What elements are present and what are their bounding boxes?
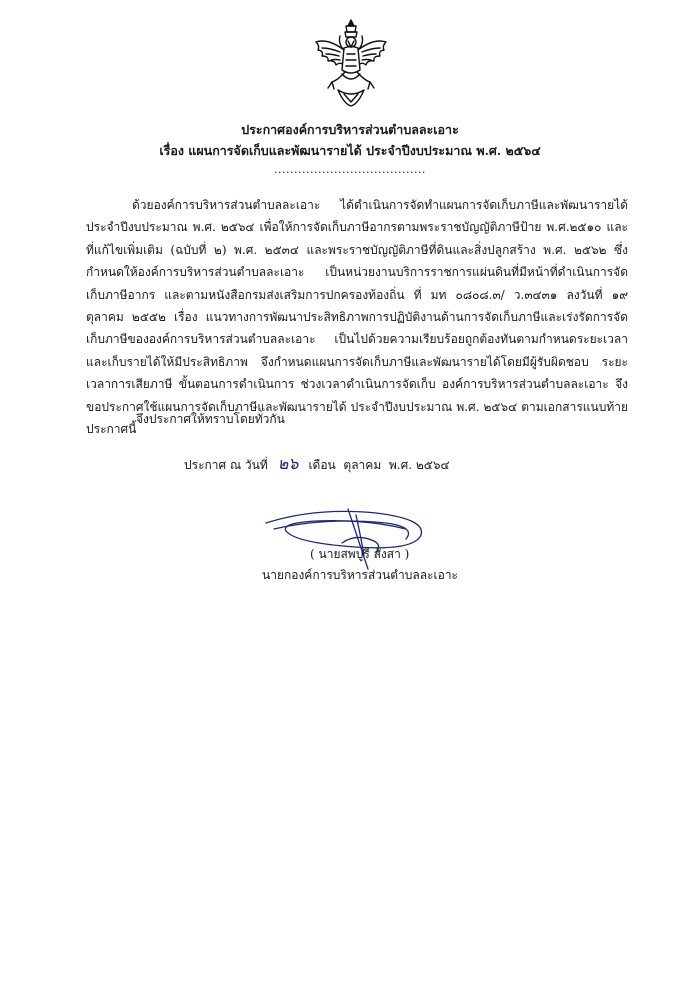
- date-day: ๒๖: [277, 454, 299, 473]
- date-month: ตุลาคม: [343, 458, 382, 472]
- closing-statement: จึงประกาศให้ทราบโดยทั่วกัน: [136, 412, 285, 426]
- title-separator: ......................................: [274, 163, 426, 176]
- signer-name: ( นายสพบูรี สังสา ): [310, 547, 410, 561]
- date-year-label: พ.ศ.: [388, 458, 413, 472]
- announcement-subject: เรื่อง แผนการจัดเก็บและพัฒนารายได้ ประจำปีงบประมาณ พ.ศ. ๒๕๖๔: [159, 143, 541, 158]
- announcement-title: ประกาศองค์การบริหารส่วนตำบลละเอาะ: [241, 122, 459, 137]
- date-prefix: ประกาศ ณ วันที่: [184, 458, 268, 472]
- garuda-emblem-icon: [310, 18, 392, 108]
- date-year: ๒๕๖๔: [415, 458, 450, 472]
- body-paragraph: ด้วยองค์การบริหารส่วนตำบลละเอาะ ได้ดำเนินการจัดทำแผนการจัดเก็บภาษีและพัฒนารายได้ประจำปีงบประมาณ พ.ศ. ๒๕๖๔ เพื่อให้การจัดเก็บภาษีอากรตามพระราชบัญญัติภาษีป้าย พ.ศ.๒๕๑๐ และที่แก้ไขเพิ่มเติม (ฉบับที่ ๒) พ.ศ. ๒๕๓๔ และพระราชบัญญัติภาษีที่ดินและสิ่งปลูกสร้าง พ.ศ. ๒๕๖๒ ซึ่งกำหนดให้องค์การบริหารส่วนตำบลละเอาะ เป็นหน่วยงานบริการราชการแผ่นดินที่มีหน้าที่ดำเนินการจัดเก็บภาษีอากร และตามหนังสือกรมส่งเสริมการปกครองท้องถิ่น ที่ มท ๐๘๐๘.๓/ ว.๓๔๓๑ ลงวันที่ ๑๙ ตุลาคม ๒๕๕๒ เรื่อง แนวทางการพัฒนาประสิทธิภาพการปฏิบัติงานด้านการจัดเก็บภาษีและเร่งรัดการจัดเก็บภาษีขององค์การบริหารส่วนตำบลละเอาะ เป็นไปด้วยความเรียบร้อยถูกต้องทันตามกำหนดระยะเวลา และเก็บรายได้ให้มีประสิทธิภาพ จึงกำหนดแผนการจัดเก็บภาษีและพัฒนารายได้โดยมีผู้รับผิดชอบ ระยะเวลาการเสียภาษี ขั้นตอนการดำเนินการ ช่วงเวลาดำเนินการจัดเก็บ องค์การบริหารส่วนตำบลละเอาะ จึงขอประกาศใช้แผนการจัดเก็บภาษีและพัฒนารายได้ ประจำปีงบประมาณ พ.ศ. ๒๕๖๔ ตามเอกสารแนบท้ายประกาศนี้: [86, 198, 628, 437]
- date-month-label: เดือน: [308, 458, 336, 472]
- signer-position: นายกองค์การบริหารส่วนตำบลละเอาะ: [262, 568, 458, 582]
- announcement-date: [184, 455, 450, 474]
